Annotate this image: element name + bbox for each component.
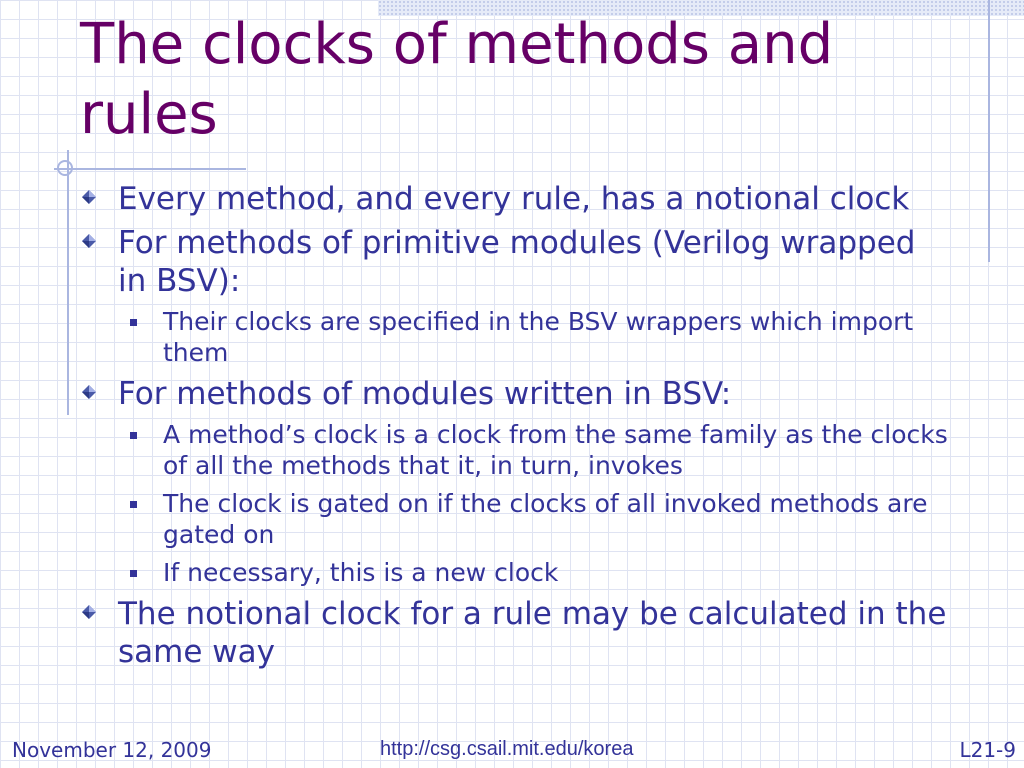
sub-bullet-item bbox=[80, 557, 950, 588]
sub-bullet-item bbox=[80, 306, 950, 368]
bullet-item bbox=[80, 375, 950, 413]
sub-bullet-text: The clock is gated on if the clocks of all invoked methods are gated on bbox=[163, 489, 928, 549]
bullet-text: The notional clock for a rule may be calculated in the same way bbox=[118, 596, 947, 670]
sub-bullet-item bbox=[80, 419, 950, 481]
slide-number: L21-9 bbox=[959, 738, 1016, 762]
bullet-item bbox=[80, 224, 950, 300]
decorative-circle-icon bbox=[57, 160, 73, 176]
decorative-vertical-line-right bbox=[988, 0, 990, 262]
sub-bullet-text: Their clocks are specified in the BSV wrappers which import them bbox=[163, 307, 914, 367]
diamond-bullet-icon bbox=[82, 190, 96, 204]
bullet-text: For methods of modules written in BSV: bbox=[118, 376, 732, 412]
sub-bullet-item bbox=[80, 488, 950, 550]
decorative-vertical-line-left bbox=[67, 150, 69, 415]
bullet-text: For methods of primitive modules (Verilog wrapped in BSV): bbox=[118, 225, 916, 299]
square-bullet-icon bbox=[130, 570, 137, 577]
bullet-item bbox=[80, 595, 950, 671]
square-bullet-icon bbox=[130, 432, 137, 439]
square-bullet-icon bbox=[130, 319, 137, 326]
square-bullet-icon bbox=[130, 501, 137, 508]
sub-bullet-text: A method’s clock is a clock from the same family as the clocks of all the methods that it, in turn, invokes bbox=[163, 420, 948, 480]
diamond-bullet-icon bbox=[82, 605, 96, 619]
diamond-bullet-icon bbox=[82, 234, 96, 248]
footer-date: November 12, 2009 bbox=[12, 738, 212, 762]
sub-bullet-text: If necessary, this is a new clock bbox=[163, 558, 559, 587]
diamond-bullet-icon bbox=[82, 385, 96, 399]
slide-body bbox=[80, 180, 950, 677]
decorative-title-underline bbox=[54, 168, 246, 170]
footer-url: http://csg.csail.mit.edu/korea bbox=[380, 738, 634, 760]
slide-title: The clocks of methods and rules bbox=[80, 12, 834, 147]
bullet-item bbox=[80, 180, 950, 218]
bullet-text: Every method, and every rule, has a notional clock bbox=[118, 181, 910, 217]
